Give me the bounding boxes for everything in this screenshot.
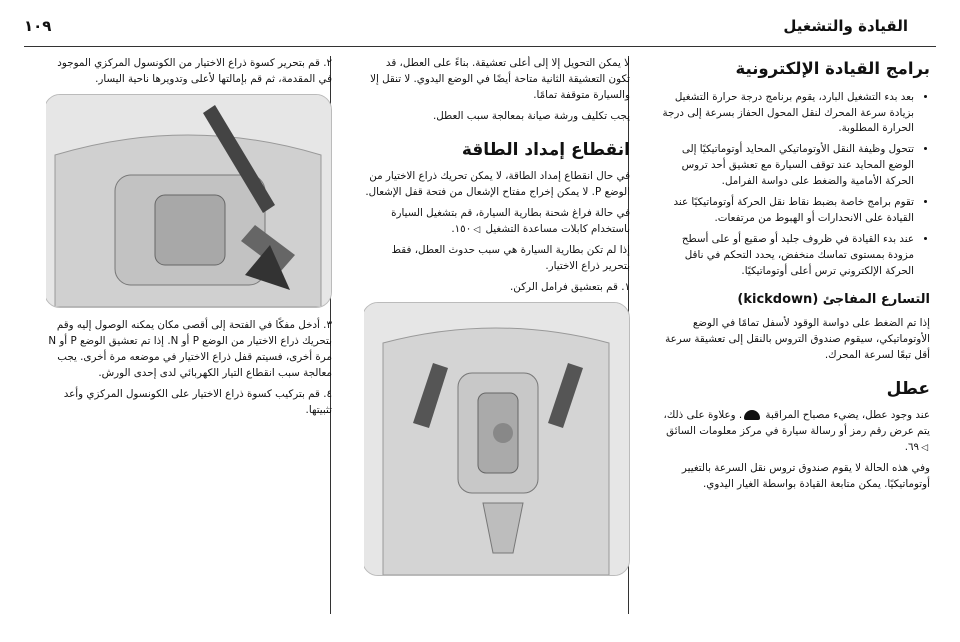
kickdown-text: إذا تم الضغط على دواسة الوقود لأسفل تمامًا في الوضع الأوتوماتيكي، سيقوم صندوق التروس بالنقل إلى تعشيقة سرعة أقل تبعًا لسرعة المحرك.: [665, 317, 930, 362]
heading-fault: عطل: [886, 379, 930, 400]
list-item: • تتحول وظيفة النقل الأوتوماتيكي المحايد أوتوماتيكيًا إلى الوضع المحايد عند توقف السيارة مع تعشيق أحد تروس الحركة الأمامية والضغط على دواسة الفرامل.: [662, 142, 914, 190]
page-header: [24, 6, 908, 46]
heading-power-failure: انقطاع إمداد الطاقة: [461, 139, 630, 160]
list-item: • تقوم برامج خاصة بضبط نقاط نقل الحركة أوتوماتيكيًا عند القيادة على الانحدارات أو الهبوط من مرتفعات.: [662, 195, 914, 227]
page-reference[interactable]: ٦٩: [908, 441, 920, 454]
parking-brake-illustration: [364, 302, 630, 576]
page-reference[interactable]: ١٥٠: [454, 223, 472, 236]
fault-paragraph-2: وفي هذه الحالة لا يقوم صندوق تروس نقل السرعة بالتغيير أوتوماتيكيًا. يمكن متابعة القيادة بواسطة الغيار اليدوي.: [681, 462, 930, 491]
step-2: ٢. قم بتحرير كسوة ذراع الاختيار من الكونسول المركزي الموجود في المقدمة، ثم قم بإمالتها لأعلى وتدويرها ناحية اليسار.: [57, 57, 332, 85]
list-item: • عند بدء القيادة في ظروف جليد أو صقيع أو على أسطح مزودة بمستوى تماسك منخفض، يحدد التحكم في ناقل الحركة الإلكتروني ترس أعلى أوتوماتيكيًا.: [662, 232, 914, 280]
parking-brake-drawing: [364, 303, 629, 575]
step-4: ٤. قم بتركيب كسوة ذراع الاختيار على الكونسول المركزي وأعد تثبيتها.: [63, 387, 332, 416]
power-paragraph-2: في حالة فراغ شحنة بطارية السيارة، قم بتشغيل السيارة باستخدام كابلات مساعدة التشغيل ◁١٥٠.: [364, 206, 630, 238]
step-1: ١. قم بتعشيق فرامل الركن.: [510, 280, 630, 293]
fault-paragraph-1: عند وجود عطل، يضيء مصباح المراقبة . وعلاوة على ذلك، يتم عرض رقم رمز أو رسالة سيارة في مركز معلومات السائق ◁٦٩.: [662, 408, 930, 456]
power-paragraph-3: إذا لم تكن بطارية السيارة هي سبب حدوث العطل، فقط بتحرير ذراع الاختيار.: [391, 243, 630, 272]
driving-programs-list: [662, 90, 930, 280]
selector-lever-cover-illustration: [46, 94, 332, 308]
selector-lever-drawing: [46, 95, 331, 307]
page-reference-icon: ◁: [921, 443, 928, 454]
page-number: ١٠٩: [24, 17, 52, 35]
fault-continued: لا يمكن التحويل إلا إلى أعلى تعشيقة. بناءً على العطل، قد تكون التعشيقة الثانية متاحة أيضًا في الوضع اليدوي. لا تنقل إلا والسيارة متوقفة تمامًا.: [370, 57, 630, 101]
header-divider: [24, 46, 936, 47]
list-item: • بعد بدء التشغيل البارد، يقوم برنامج درجة حرارة التشغيل بزيادة سرعة المحرك لنقل المحول الحفاز بسرعة إلى درجة الحرارة المطلوبة.: [662, 90, 914, 138]
column-middle: [364, 56, 630, 632]
power-paragraph-1: في حال انقطاع إمداد الطاقة، لا يمكن تحريك ذراع الاختيار من الوضع P. لا يمكن إخراج مفتاح الإشعال من فتحة قفل الإشعال.: [365, 170, 630, 199]
page-reference-icon: ◁: [473, 225, 481, 236]
service-note: يجب تكليف ورشة صيانة بمعالجة سبب العطل.: [432, 109, 630, 122]
heading-driving-programs: برامج القيادة الإلكترونية: [735, 59, 930, 78]
column-right: [662, 56, 930, 632]
transmission-warning-icon: [744, 410, 760, 420]
section-title: القيادة والتشغيل: [783, 17, 908, 35]
step-3: ٣. أدخل مفكًا في الفتحة إلى أقصى مكان يمكنه الوصول إليه وقم بتحريك ذراع الاختيار من الوضع P أو N. إذا تم تعشيق الوضع P أو N مرة أخرى، فسيتم قفل ذراع الاختيار في موضعه مرة أخرى. يجب معالجة سبب انقطاع التيار الكهربائي لدى إحدى الورش.: [48, 318, 332, 379]
column-left: [46, 56, 332, 632]
heading-kickdown: التسارع المفاجئ (kickdown): [737, 292, 930, 308]
